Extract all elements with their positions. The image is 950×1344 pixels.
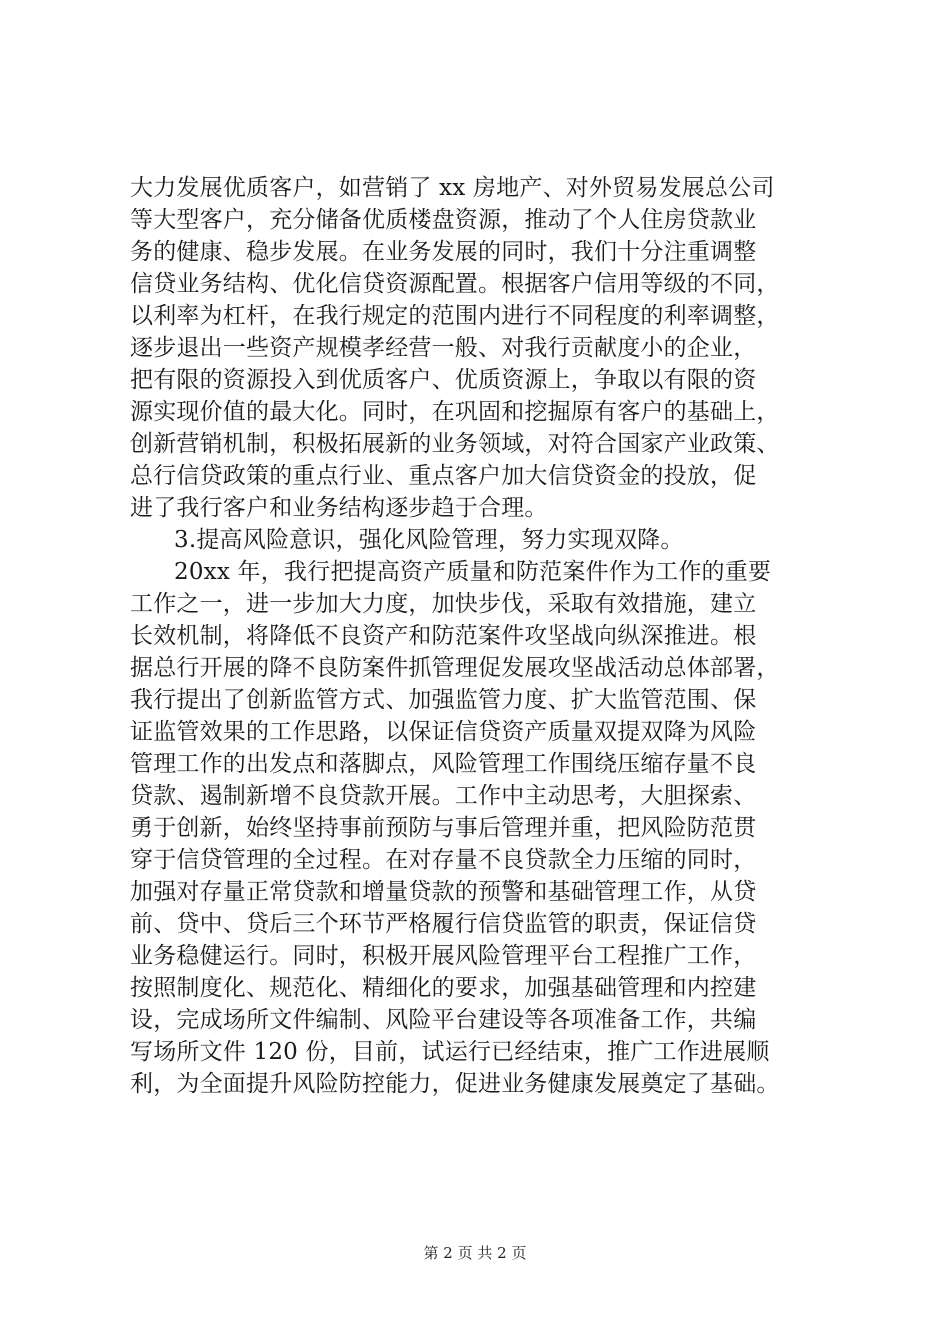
text-line: 进了我行客户和业务结构逐步趋于合理。 bbox=[130, 495, 548, 521]
text-line: 按照制度化、规范化、精细化的要求，加强基础管理和内控建 bbox=[130, 975, 757, 1001]
page-number: 第 2 页 共 2 页 bbox=[423, 1244, 527, 1262]
text-line: 等大型客户，充分储备优质楼盘资源，推动了个人住房贷款业 bbox=[130, 207, 757, 233]
text-line: 源实现价值的最大化。同时，在巩固和挖掘原有客户的基础上， bbox=[130, 399, 780, 425]
document-body bbox=[130, 172, 830, 1100]
text-line: 业务稳健运行。同时，积极开展风险管理平台工程推广工作， bbox=[130, 943, 757, 969]
text-line: 设，完成场所文件编制、风险平台建设等各项准备工作，共编 bbox=[130, 1007, 757, 1033]
text-line: 把有限的资源投入到优质客户、优质资源上，争取以有限的资 bbox=[130, 367, 757, 393]
text-line: 我行提出了创新监管方式、加强监管力度、扩大监管范围、保 bbox=[130, 687, 757, 713]
text-line: 写场所文件 120 份，目前，试运行已经结束，推广工作进展顺 bbox=[130, 1039, 770, 1065]
page-footer bbox=[0, 1243, 950, 1263]
text-line: 创新营销机制，积极拓展新的业务领域，对符合国家产业政策、 bbox=[130, 431, 780, 457]
text-line: 前、贷中、贷后三个环节严格履行信贷监管的职责，保证信贷 bbox=[130, 911, 757, 937]
text-line: 利，为全面提升风险防控能力，促进业务健康发展奠定了基础。 bbox=[130, 1071, 780, 1097]
text-line: 以利率为杠杆，在我行规定的范围内进行不同程度的利率调整， bbox=[130, 303, 780, 329]
text-line: 管理工作的出发点和落脚点，风险管理工作围绕压缩存量不良 bbox=[130, 751, 757, 777]
text-line: 贷款、遏制新增不良贷款开展。工作中主动思考，大胆探索、 bbox=[130, 783, 757, 809]
text-line: 长效机制，将降低不良资产和防范案件攻坚战向纵深推进。根 bbox=[130, 623, 757, 649]
text-line: 大力发展优质客户，如营销了 xx 房地产、对外贸易发展总公司 bbox=[130, 175, 775, 201]
text-line: 逐步退出一些资产规模孝经营一般、对我行贡献度小的企业， bbox=[130, 335, 757, 361]
text-line: 穿于信贷管理的全过程。在对存量不良贷款全力压缩的同时， bbox=[130, 847, 757, 873]
text-line: 信贷业务结构、优化信贷资源配置。根据客户信用等级的不同， bbox=[130, 271, 780, 297]
text-line: 勇于创新，始终坚持事前预防与事后管理并重，把风险防范贯 bbox=[130, 815, 757, 841]
paragraph-first-line: 20xx 年，我行把提高资产质量和防范案件作为工作的重要 bbox=[174, 559, 772, 585]
section-heading: 3.提高风险意识，强化风险管理，努力实现双降。 bbox=[174, 527, 684, 553]
text-line: 加强对存量正常贷款和增量贷款的预警和基础管理工作，从贷 bbox=[130, 879, 757, 905]
text-line: 证监管效果的工作思路，以保证信贷资产质量双提双降为风险 bbox=[130, 719, 757, 745]
text-line: 务的健康、稳步发展。在业务发展的同时，我们十分注重调整 bbox=[130, 239, 757, 265]
text-line: 工作之一，进一步加大力度，加快步伐，采取有效措施，建立 bbox=[130, 591, 757, 617]
text-line: 总行信贷政策的重点行业、重点客户加大信贷资金的投放，促 bbox=[130, 463, 757, 489]
text-line: 据总行开展的降不良防案件抓管理促发展攻坚战活动总体部署， bbox=[130, 655, 780, 681]
